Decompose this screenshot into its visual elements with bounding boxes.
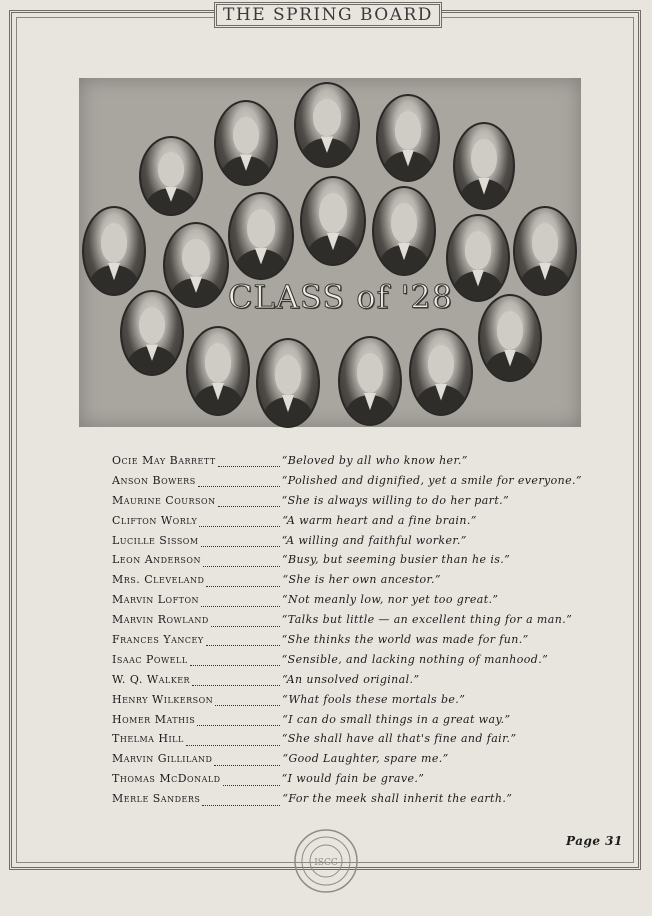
dot-leader	[190, 665, 280, 666]
page-header	[214, 2, 442, 28]
portrait	[338, 336, 402, 426]
dot-leader	[201, 546, 280, 547]
student-quote: “Not meanly low, nor yet too great.”	[282, 593, 499, 607]
student-quote: “A willing and faithful worker.”	[281, 533, 467, 547]
dot-leader	[211, 626, 280, 627]
portrait	[256, 338, 320, 428]
student-quote: “She is always willing to do her part.”	[281, 493, 510, 507]
page-number: Page 31	[566, 834, 623, 848]
portrait-face	[428, 345, 454, 384]
dot-leader	[218, 466, 280, 467]
dot-leader	[199, 526, 280, 527]
roster-row	[112, 593, 572, 613]
student-quote: “Beloved by all who know her.”	[281, 454, 468, 467]
roster-row	[112, 514, 572, 534]
dot-leader	[198, 486, 280, 487]
portrait	[300, 176, 366, 266]
student-quote: “She shall have all that's fine and fair.”	[281, 732, 517, 746]
dot-leader	[203, 566, 280, 567]
portrait-face	[465, 231, 491, 270]
roster-row	[112, 534, 572, 554]
portrait	[163, 222, 229, 308]
portrait-face	[471, 139, 497, 178]
roster-row	[112, 454, 572, 474]
student-quote: “I can do small things in a great way.”	[282, 712, 511, 726]
student-name: Marvin Gilliland	[112, 752, 213, 766]
portrait	[228, 192, 294, 280]
student-quote: “What fools these mortals be.”	[282, 692, 466, 706]
portrait-face	[497, 311, 523, 350]
dot-leader	[206, 645, 280, 646]
student-quote: “Talks but little — an excellent thing for a man.”	[281, 613, 573, 627]
roster-row	[112, 792, 572, 812]
roster-row	[112, 752, 572, 772]
roster-row	[112, 573, 572, 593]
student-name: Thelma Hill	[112, 732, 184, 746]
portrait-face	[139, 307, 165, 345]
portrait-face	[357, 353, 383, 393]
college-seal-icon	[293, 828, 359, 894]
portrait-face	[532, 223, 558, 263]
roster-row	[112, 633, 572, 653]
roster-row	[112, 732, 572, 752]
portrait-face	[205, 343, 231, 383]
dot-leader	[201, 606, 280, 607]
dot-leader	[206, 586, 280, 587]
portrait	[82, 206, 146, 296]
portrait-face	[182, 239, 209, 277]
roster-row	[112, 473, 582, 494]
portrait	[376, 94, 440, 182]
student-quote: “Sensible, and lacking nothing of manhood.”	[281, 652, 549, 666]
dot-leader	[215, 705, 280, 706]
portrait	[214, 100, 278, 186]
student-quote: “She thinks the world was made for fun.”	[281, 633, 529, 647]
portrait	[478, 294, 542, 382]
portrait-face	[395, 111, 421, 150]
portrait-face	[319, 193, 346, 233]
dot-leader	[214, 765, 280, 766]
student-name: Merle Sanders	[112, 792, 201, 806]
student-name: Isaac Powell	[112, 652, 188, 666]
roster-row	[112, 494, 572, 514]
student-quote: “Busy, but seeming busier than he is.”	[281, 553, 511, 567]
roster-row	[112, 772, 572, 792]
roster-row	[112, 693, 572, 713]
student-name: Leon Anderson	[112, 553, 201, 567]
portrait	[453, 122, 515, 210]
student-name: Clifton Worly	[112, 513, 198, 527]
dot-leader	[197, 725, 280, 726]
portrait-face	[275, 355, 301, 395]
student-name: Marvin Lofton	[112, 593, 200, 607]
student-quote: “I would fain be grave.”	[281, 772, 425, 786]
student-quote: “An unsolved original.”	[282, 672, 420, 686]
portrait-face	[158, 152, 184, 187]
roster-list	[112, 454, 582, 812]
student-name: Lucille Sissom	[112, 533, 199, 547]
roster-row	[112, 653, 572, 673]
roster-row	[112, 713, 572, 733]
dot-leader	[223, 785, 280, 786]
portrait-face	[313, 99, 340, 137]
dot-leader	[218, 506, 280, 507]
student-name: Maurine Courson	[112, 493, 216, 507]
portrait-face	[391, 203, 417, 243]
student-name: Marvin Rowland	[112, 613, 209, 627]
student-name: W. Q. Walker	[112, 672, 191, 686]
student-quote: “Polished and dignified, yet a smile for everyone.”	[281, 473, 582, 487]
roster-row	[112, 613, 572, 633]
student-name: Henry Wilkerson	[112, 692, 214, 706]
portrait	[294, 82, 360, 168]
student-name: Frances Yancey	[112, 633, 204, 647]
dot-leader	[202, 805, 280, 806]
portrait	[186, 326, 250, 416]
dot-leader	[186, 745, 280, 746]
dot-leader	[192, 685, 280, 686]
student-name: Ocie May Barrett	[112, 454, 216, 467]
class-title: CLASS of '28	[228, 278, 454, 316]
portrait	[120, 290, 184, 376]
portrait-face	[101, 223, 127, 263]
student-quote: “A warm heart and a fine brain.”	[282, 513, 477, 527]
student-name: Mrs. Cleveland	[112, 573, 205, 587]
student-name: Thomas McDonald	[112, 772, 221, 786]
student-quote: “Good Laughter, spare me.”	[282, 752, 449, 766]
portrait	[513, 206, 577, 296]
portrait	[372, 186, 436, 276]
portrait	[409, 328, 473, 416]
portrait	[139, 136, 203, 216]
roster-row	[112, 673, 572, 693]
portrait-face	[247, 209, 274, 248]
seal-text: ISCC	[314, 858, 338, 868]
roster-row	[112, 553, 572, 573]
student-name: Homer Mathis	[112, 712, 196, 726]
student-name: Anson Bowers	[112, 473, 196, 487]
student-quote: “She is her own ancestor.”	[282, 573, 441, 587]
portrait-face	[233, 117, 259, 155]
student-quote: “For the meek shall inherit the earth.”	[282, 792, 513, 806]
header-title: THE SPRING BOARD	[223, 5, 433, 25]
